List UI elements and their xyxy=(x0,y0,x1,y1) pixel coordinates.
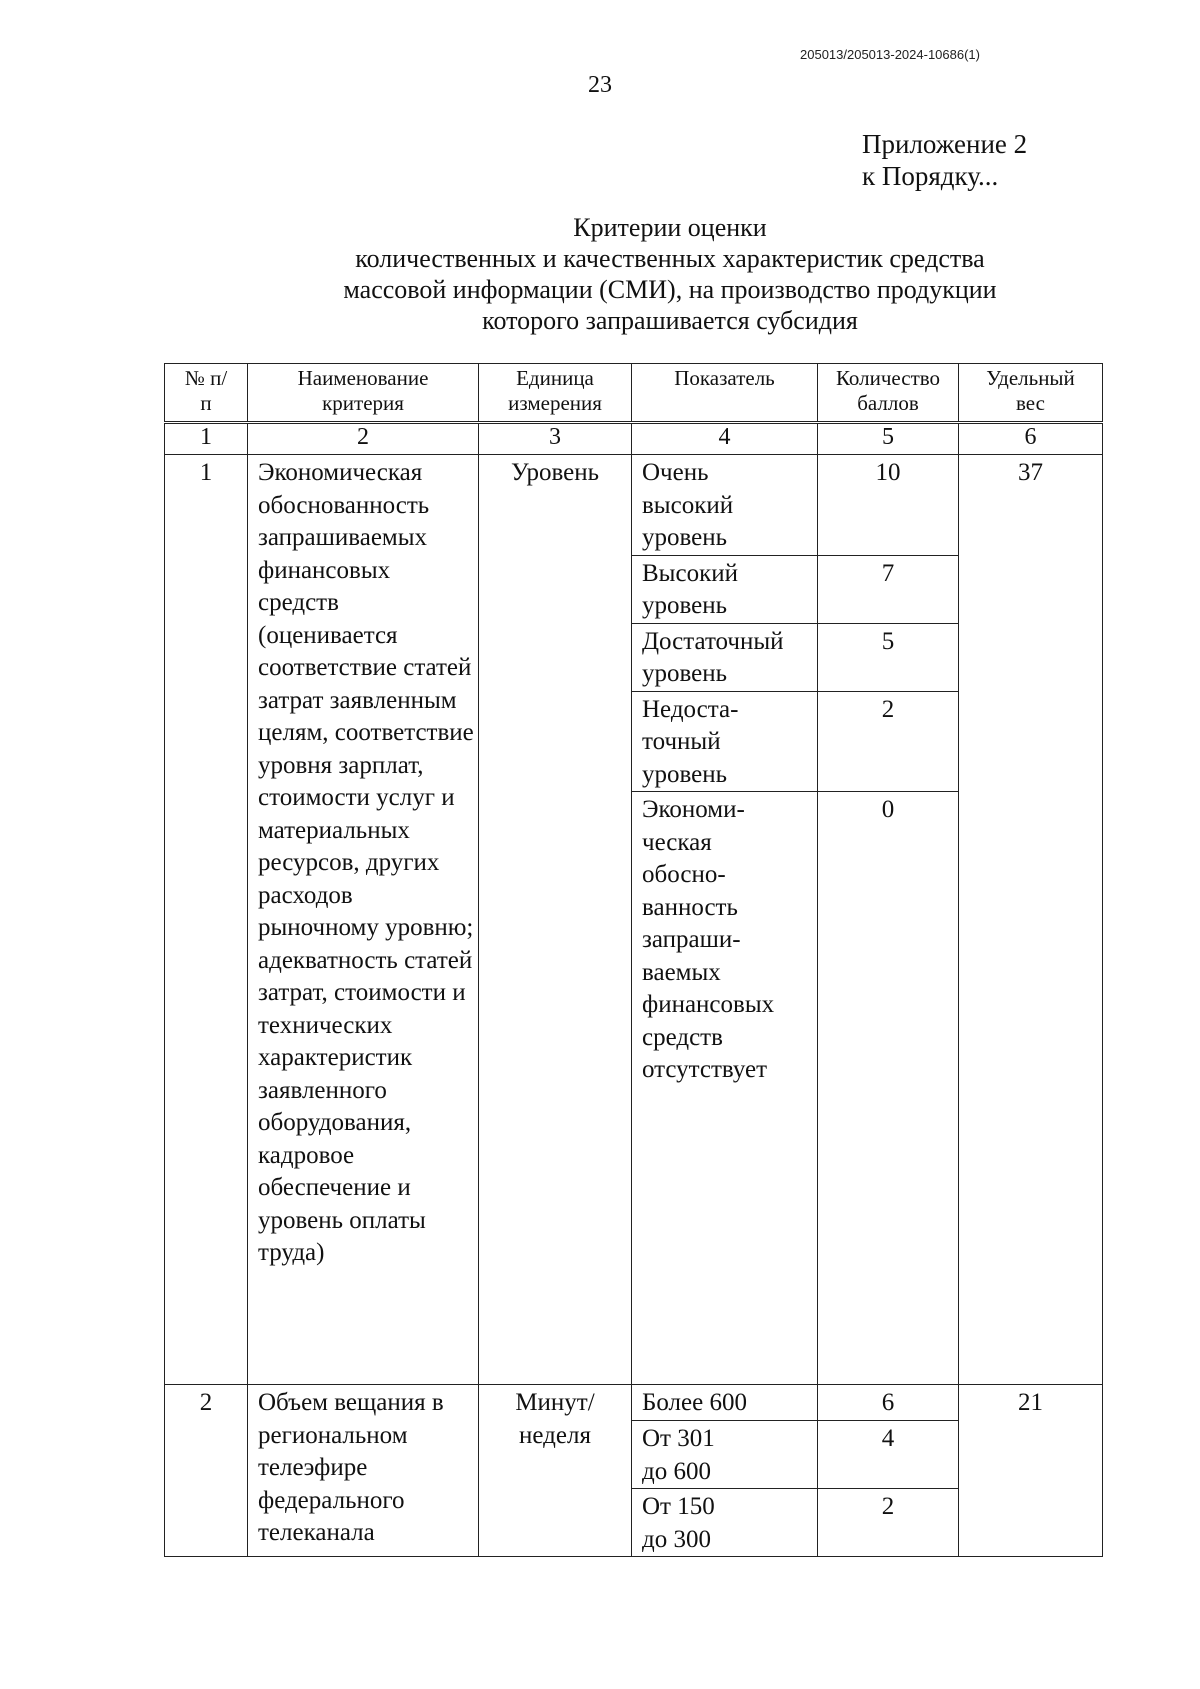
score-cell: 5 xyxy=(818,623,959,691)
header-cell-number: № п/п xyxy=(165,364,248,423)
page-number: 23 xyxy=(588,72,612,98)
column-number: 5 xyxy=(818,423,959,455)
appendix-line-1: Приложение 2 xyxy=(862,129,1028,159)
indicator-cell: Высокий уровень xyxy=(632,555,818,623)
score-cell: 6 xyxy=(818,1385,959,1421)
title-line-2: количественных и качественных характеристик средства xyxy=(355,244,985,273)
row-number: 2 xyxy=(165,1385,248,1557)
indicator-cell: Экономи-ческая обосно-ванность запраши-ваемых финансовых средств отсутствует xyxy=(632,792,818,1385)
unit-of-measure: Минут/ неделя xyxy=(479,1385,632,1557)
weight-cell: 21 xyxy=(959,1385,1103,1557)
score-cell: 0 xyxy=(818,792,959,1385)
indicator-cell: Достаточный уровень xyxy=(632,623,818,691)
header-cell-indicator: Показатель xyxy=(632,364,818,423)
table-row xyxy=(165,1385,1103,1421)
indicator-cell: Более 600 xyxy=(632,1385,818,1421)
criterion-name: Объем вещания в региональном телеэфире федерального телеканала xyxy=(248,1385,479,1557)
column-number: 4 xyxy=(632,423,818,455)
weight-cell: 37 xyxy=(959,455,1103,1385)
unit-of-measure: Уровень xyxy=(479,455,632,1385)
appendix-note xyxy=(862,128,1027,192)
score-cell: 10 xyxy=(818,455,959,556)
table-row xyxy=(165,455,1103,556)
title-line-4: которого запрашивается субсидия xyxy=(482,306,858,335)
score-cell: 2 xyxy=(818,691,959,792)
document-title xyxy=(230,212,1110,336)
header-cell-weight: Удельный вес xyxy=(959,364,1103,423)
indicator-cell: От 150 до 300 xyxy=(632,1489,818,1557)
score-cell: 7 xyxy=(818,555,959,623)
row-number: 1 xyxy=(165,455,248,1385)
column-number: 2 xyxy=(248,423,479,455)
appendix-line-2: к Порядку... xyxy=(862,161,999,191)
header-cell-score: Количество баллов xyxy=(818,364,959,423)
column-number: 6 xyxy=(959,423,1103,455)
indicator-cell: От 301 до 600 xyxy=(632,1421,818,1489)
score-cell: 2 xyxy=(818,1489,959,1557)
column-number: 3 xyxy=(479,423,632,455)
header-cell-unit: Единица измерения xyxy=(479,364,632,423)
title-line-3: массовой информации (СМИ), на производство продукции xyxy=(343,275,997,304)
indicator-cell: Недоста-точный уровень xyxy=(632,691,818,792)
criteria-table xyxy=(164,363,1103,1557)
table-header-row xyxy=(165,364,1103,423)
indicator-cell: Очень высокий уровень xyxy=(632,455,818,556)
header-cell-criterion: Наименование критерия xyxy=(248,364,479,423)
column-number: 1 xyxy=(165,423,248,455)
column-number-row xyxy=(165,423,1103,455)
score-cell: 4 xyxy=(818,1421,959,1489)
criterion-name: Экономическая обоснованность запрашиваемых финансовых средств (оценивается соответствие статей затрат заявленным целям, соответствие уровня зарплат, стоимости услуг и материальных ресурсов, других расходов рыночному уровню; адекватность статей затрат, стоимости и технических характеристик заявленного оборудования, кадровое обеспечение и уровень оплаты труда) xyxy=(248,455,479,1385)
title-line-1: Критерии оценки xyxy=(573,213,767,242)
document-id: 205013/205013-2024-10686(1) xyxy=(800,47,980,62)
